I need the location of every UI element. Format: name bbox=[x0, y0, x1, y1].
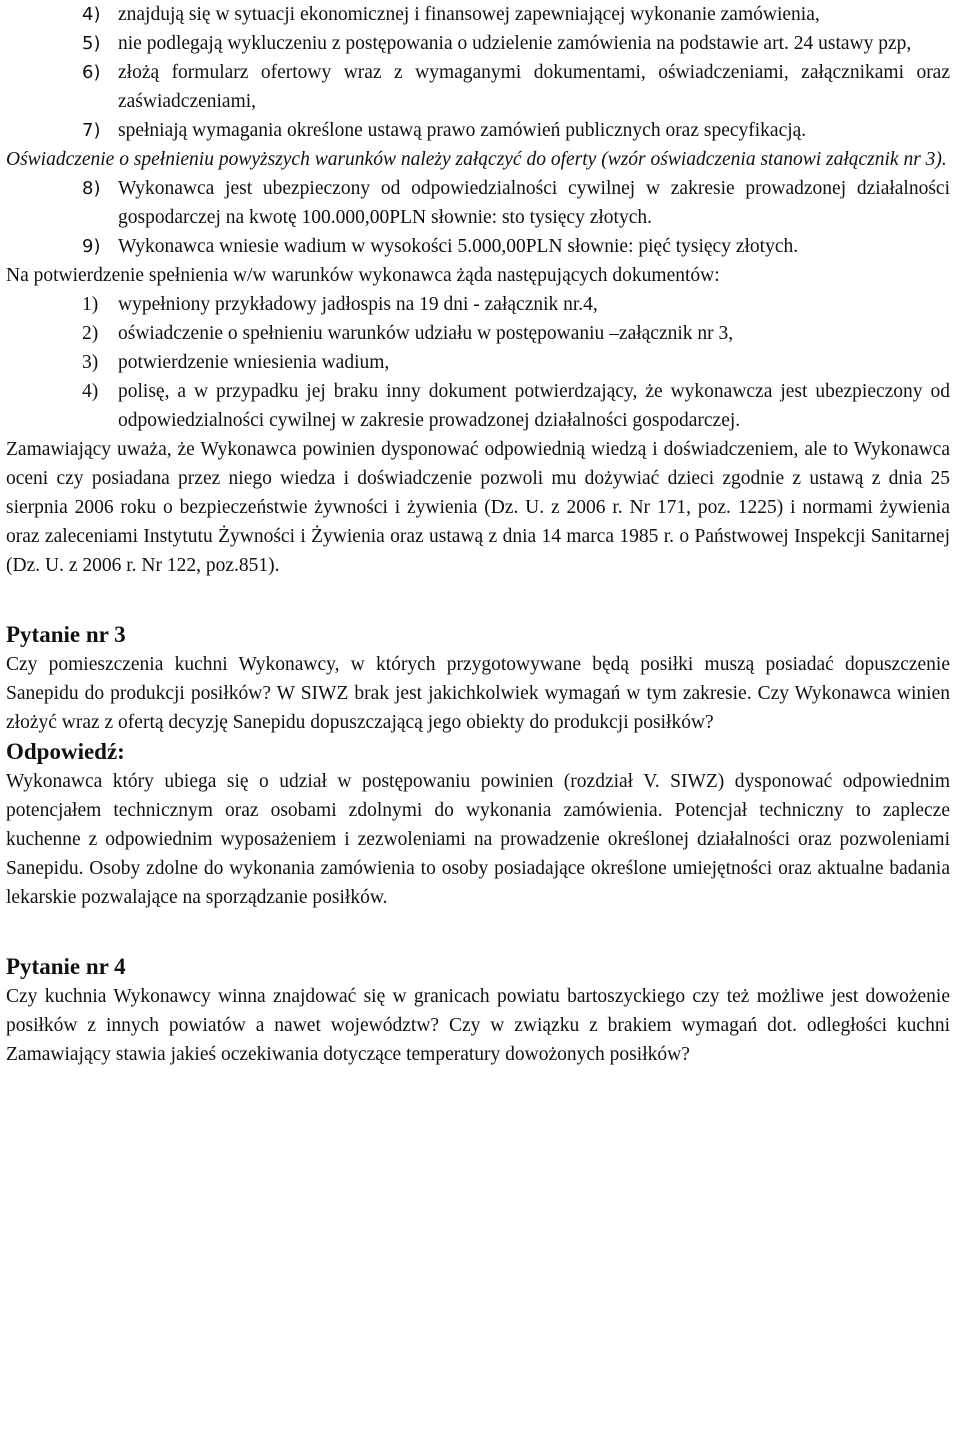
list-item-text: polisę, a w przypadku jej braku inny dokument potwierdzający, że wykonawcza jest ubezpieczony od odpowiedzialności cywilnej w zakresie prowadzonej działalności gospodarczej. bbox=[118, 381, 950, 431]
statement-note: Oświadczenie o spełnieniu powyższych warunków należy załączyć do oferty (wzór oświadczenia stanowi załącznik nr 3). bbox=[6, 149, 947, 170]
list-item-text: Wykonawca jest ubezpieczony od odpowiedzialności cywilnej w zakresie prowadzonej działalności gospodarczej na kwotę 100.000,00PLN słownie: sto tysięcy złotych. bbox=[118, 178, 950, 228]
documents-list bbox=[6, 290, 950, 435]
list-item-number: 8) bbox=[82, 178, 101, 199]
list-item-text: wypełniony przykładowy jadłospis na 19 dni - załącznik nr.4, bbox=[118, 294, 598, 315]
list-item-text: nie podlegają wykluczeniu z postępowania o udzielenie zamówienia na podstawie art. 24 ustawy pzp, bbox=[118, 33, 912, 54]
answer-3-text: Wykonawca który ubiega się o udział w postępowaniu powinien (rozdział V. SIWZ) dysponować odpowiednim potencjałem technicznym oraz osobami zdolnymi do wykonania zamówienia. Potencjał techniczny to zaplecze kuchenne z odpowiednim wyposażeniem i zezwoleniami na prowadzenie określonej działalności oraz pozwoleniami Sanepidu. Osoby zdolne do wykonania zamówienia to osoby posiadające określone umiejętności oraz aktualne badania lekarskie pozwalające na sporządzanie posiłków. bbox=[6, 771, 950, 908]
question-3-title: Pytanie nr 3 bbox=[6, 622, 126, 647]
list-item-number: 2) bbox=[82, 323, 99, 344]
list-item-number: 4) bbox=[82, 381, 99, 402]
knowledge-paragraph: Zamawiający uważa, że Wykonawca powinien dysponować odpowiednią wiedzą i doświadczeniem, ale to Wykonawca oceni czy posiadana przez niego wiedza i doświadczenie pozwoli mu dożywiać dzieci zgodnie z ustawą z dnia 25 sierpnia 2006 roku o bezpieczeństwie żywności i żywienia (Dz. U. z 2006 r. Nr 171, poz. 1225) i normami żywienia oraz zaleceniami Instytutu Żywności i Żywienia oraz ustawą z dnia 14 marca 1985 r. o Państwowej Inspekcji Sanitarnej (Dz. U. z 2006 r. Nr 122, poz.851). bbox=[6, 439, 950, 576]
list-item-text: spełniają wymagania określone ustawą prawo zamówień publicznych oraz specyfikacją. bbox=[118, 120, 807, 141]
list-item-number: 3) bbox=[82, 352, 99, 373]
question-3-section bbox=[6, 620, 950, 912]
list-item bbox=[6, 232, 950, 261]
conditions-list bbox=[6, 0, 950, 145]
list-item-number: 6) bbox=[82, 62, 101, 83]
question-4-text: Czy kuchnia Wykonawcy winna znajdować się w granicach powiatu bartoszyckiego czy też możliwe jest dowożenie posiłków z innych powiatów a nawet województw? Czy w związku z brakiem wymagań dot. odległości kuchni Zamawiający stawia jakieś oczekiwania dotyczące temperatury dowożonych posiłków? bbox=[6, 986, 950, 1065]
list-item-text: Wykonawca wniesie wadium w wysokości 5.000,00PLN słownie: pięć tysięcy złotych. bbox=[118, 236, 799, 257]
section-spacer bbox=[6, 580, 950, 620]
list-item-number: 5) bbox=[82, 33, 101, 54]
list-item-number: 7) bbox=[82, 120, 101, 141]
insurance-list bbox=[6, 174, 950, 261]
question-4-section bbox=[6, 952, 950, 1069]
section-spacer bbox=[6, 912, 950, 952]
answer-3-label: Odpowiedź: bbox=[6, 739, 125, 764]
list-item-text: oświadczenie o spełnieniu warunków udziału w postępowaniu –załącznik nr 3, bbox=[118, 323, 734, 344]
documents-intro: Na potwierdzenie spełnienia w/w warunków wykonawca żąda następujących dokumentów: bbox=[6, 265, 720, 286]
list-item-number: 4) bbox=[82, 4, 101, 25]
list-item bbox=[6, 319, 950, 348]
list-item bbox=[6, 58, 950, 116]
list-item bbox=[6, 116, 950, 145]
list-item-text: złożą formularz ofertowy wraz z wymaganymi dokumentami, oświadczeniami, załącznikami oraz zaświadczeniami, bbox=[118, 62, 950, 112]
list-item bbox=[6, 174, 950, 232]
list-item bbox=[6, 0, 950, 29]
question-3-text: Czy pomieszczenia kuchni Wykonawcy, w których przygotowywane będą posiłki muszą posiadać dopuszczenie Sanepidu do produkcji posiłków? W SIWZ brak jest jakichkolwiek wymagań w tym zakresie. Czy Wykonawca winien złożyć wraz z ofertą decyzję Sanepidu dopuszczającą jego obiekty do produkcji posiłków? bbox=[6, 654, 950, 733]
list-item-number: 9) bbox=[82, 236, 101, 257]
list-item-number: 1) bbox=[82, 294, 99, 315]
list-item bbox=[6, 348, 950, 377]
question-4-title: Pytanie nr 4 bbox=[6, 954, 126, 979]
list-item bbox=[6, 290, 950, 319]
list-item-text: znajdują się w sytuacji ekonomicznej i finansowej zapewniającej wykonanie zamówienia, bbox=[118, 4, 820, 25]
list-item-text: potwierdzenie wniesienia wadium, bbox=[118, 352, 390, 373]
list-item bbox=[6, 377, 950, 435]
list-item bbox=[6, 29, 950, 58]
